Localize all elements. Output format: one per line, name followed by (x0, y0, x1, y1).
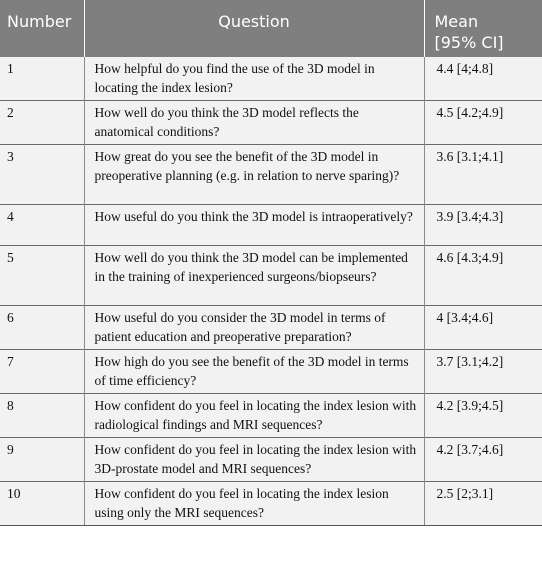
table-row (0, 350, 542, 394)
row-number: 3 (0, 145, 84, 205)
table-body (0, 57, 542, 526)
row-question: How well do you think the 3D model reflects the anatomical conditions? (84, 101, 424, 145)
row-mean: 3.9 [3.4;4.3] (424, 205, 542, 246)
row-question: How confident do you feel in locating the index lesion with 3D-prostate model and MRI sequences? (84, 438, 424, 482)
table-row (0, 145, 542, 205)
table-row (0, 438, 542, 482)
row-mean: 3.7 [3.1;4.2] (424, 350, 542, 394)
row-mean: 4.5 [4.2;4.9] (424, 101, 542, 145)
row-number: 2 (0, 101, 84, 145)
row-mean: 2.5 [2;3.1] (424, 482, 542, 526)
row-question: How confident do you feel in locating the index lesion with radiological findings and MRI sequences? (84, 394, 424, 438)
row-number: 6 (0, 306, 84, 350)
row-question: How great do you see the benefit of the 3D model in preoperative planning (e.g. in relation to nerve sparing)? (84, 145, 424, 205)
row-question: How high do you see the benefit of the 3D model in terms of time efficiency? (84, 350, 424, 394)
table-row (0, 205, 542, 246)
row-mean: 4.6 [4.3;4.9] (424, 246, 542, 306)
row-question: How well do you think the 3D model can be implemented in the training of inexperienced surgeons/biopseurs? (84, 246, 424, 306)
row-mean: 4.2 [3.7;4.6] (424, 438, 542, 482)
row-number: 4 (0, 205, 84, 246)
header-mean-label: Mean (434, 12, 479, 31)
row-mean: 4.4 [4;4.8] (436, 61, 494, 76)
row-question: How useful do you consider the 3D model in terms of patient education and preoperative preparation? (84, 306, 424, 350)
table-row (0, 101, 542, 145)
row-number: 1 (0, 57, 84, 101)
header-mean-ci: [95% CI] (434, 33, 504, 52)
row-number: 7 (0, 350, 84, 394)
row-question: How useful do you think the 3D model is intraoperatively? (84, 205, 424, 246)
row-mean: 4 [3.4;4.6] (424, 306, 542, 350)
header-question: Question (84, 0, 424, 57)
row-number: 8 (0, 394, 84, 438)
row-mean: 4.2 [3.9;4.5] (424, 394, 542, 438)
table-header (0, 0, 542, 57)
table-row (0, 246, 542, 306)
row-question: How confident do you feel in locating the index lesion using only the MRI sequences? (84, 482, 424, 526)
row-number: 10 (0, 482, 84, 526)
header-row (0, 0, 542, 57)
table-row (0, 306, 542, 350)
table-row (0, 482, 542, 526)
row-number: 9 (0, 438, 84, 482)
header-mean (424, 0, 542, 57)
table-row (0, 57, 542, 101)
table-row (0, 394, 542, 438)
row-mean: 3.6 [3.1;4.1] (424, 145, 542, 205)
row-question: How helpful do you find the use of the 3D model in locating the index lesion? (84, 57, 424, 101)
header-number: Number (0, 0, 84, 57)
row-number: 5 (0, 246, 84, 306)
